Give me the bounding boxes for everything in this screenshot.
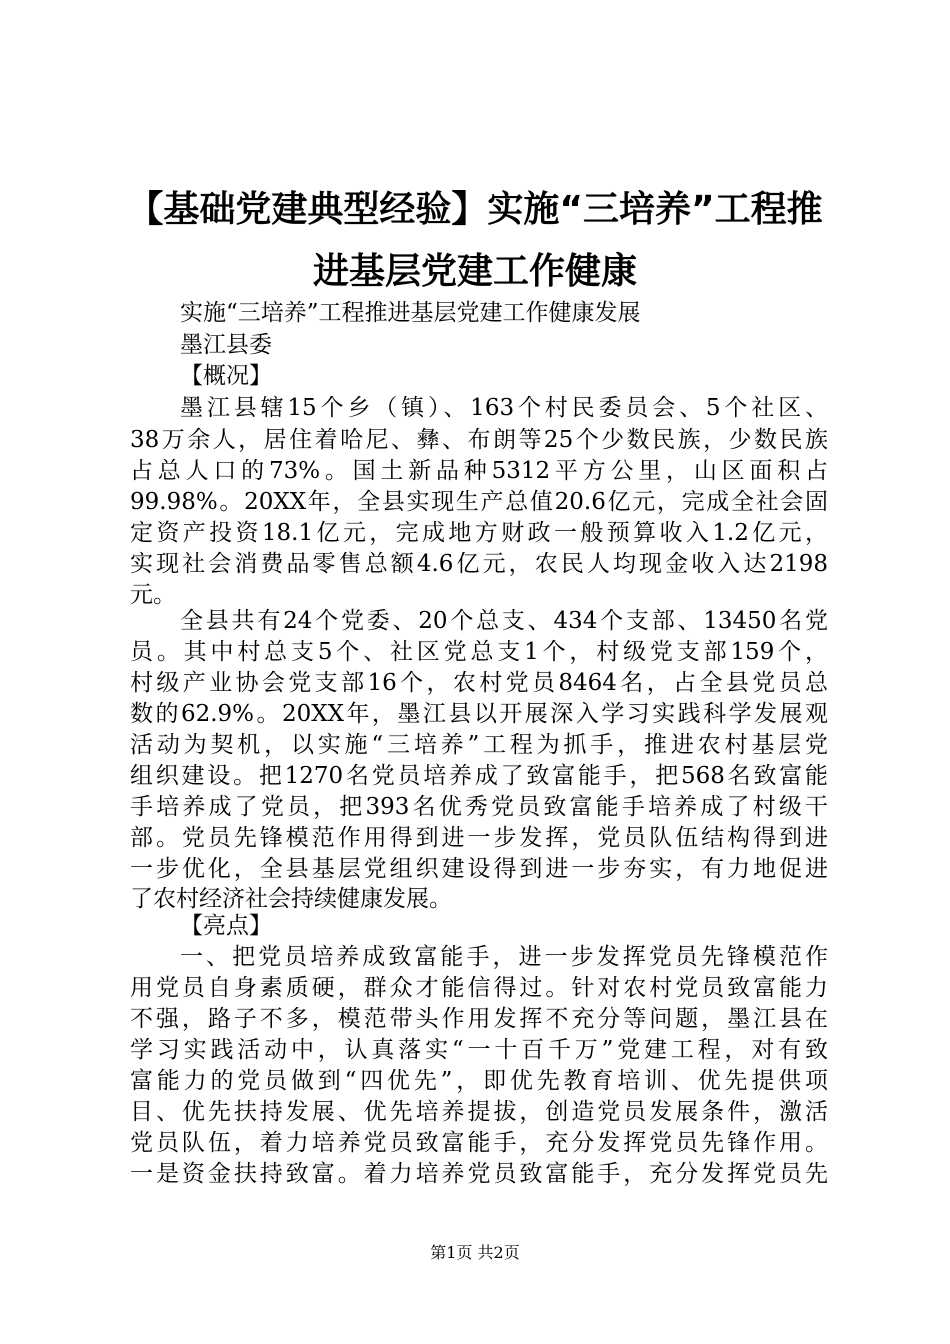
paragraph-line: 一是资金扶持致富。着力培养党员致富能手，充分发挥党员先 bbox=[130, 1161, 828, 1187]
document-title-line-2: 进基层党建工作健康 bbox=[312, 251, 637, 292]
paragraph-line: 定资产投资18.1亿元，完成地方财政一般预算收入1.2亿元， bbox=[130, 520, 828, 546]
paragraph-line: 活动为契机，以实施“三培养”工程为抓手，推进农村基层党 bbox=[130, 732, 828, 758]
paragraph-line: 99.98%。20XX年，全县实现生产总值20.6亿元，完成全社会固 bbox=[130, 489, 828, 515]
document-subtitle: 实施“三培养”工程推进基层党建工作健康发展 bbox=[180, 300, 641, 326]
paragraph-line: 一步优化，全县基层党组织建设得到进一步夯实，有力地促进 bbox=[130, 856, 828, 882]
paragraph-line: 全县共有24个党委、20个总支、434个支部、13450名党 bbox=[180, 608, 828, 634]
paragraph-line: 部。党员先锋模范作用得到进一步发挥，党员队伍结构得到进 bbox=[130, 825, 828, 851]
paragraph-line: 数的62.9%。20XX年，墨江县以开展深入学习实践科学发展观 bbox=[130, 701, 828, 727]
paragraph-line: 用党员自身素质硬，群众才能信得过。针对农村党员致富能力 bbox=[130, 975, 828, 1001]
document-title-line-1: 【基础党建典型经验】实施“三培养”工程推 bbox=[127, 189, 823, 230]
paragraph-line: 员。其中村总支5个、社区党总支1个，村级党支部159个， bbox=[130, 639, 828, 665]
paragraph-line: 富能力的党员做到“四优先”，即优先教育培训、优先提供项 bbox=[130, 1068, 828, 1094]
paragraph-line: 了农村经济社会持续健康发展。 bbox=[130, 886, 452, 912]
section-heading-highlights: 【亮点】 bbox=[180, 913, 272, 939]
paragraph-line: 元。 bbox=[130, 582, 176, 608]
paragraph-line: 组织建设。把1270名党员培养成了致富能手，把568名致富能 bbox=[130, 763, 828, 789]
page-number-footer: 第1页 共2页 bbox=[430, 1243, 520, 1262]
paragraph-line: 墨江县辖15个乡（镇）、163个村民委员会、5个社区、 bbox=[180, 395, 828, 421]
section-heading-overview: 【概况】 bbox=[180, 363, 272, 389]
paragraph-line: 村级产业协会党支部16个，农村党员8464名，占全县党员总 bbox=[130, 670, 828, 696]
paragraph-line: 实现社会消费品零售总额4.6亿元，农民人均现金收入达2198 bbox=[130, 551, 828, 577]
paragraph-line: 38万余人，居住着哈尼、彝、布朗等25个少数民族，少数民族 bbox=[130, 427, 828, 453]
paragraph-line: 学习实践活动中，认真落实“一十百千万”党建工程，对有致 bbox=[130, 1037, 828, 1063]
document-author: 墨江县委 bbox=[180, 332, 272, 358]
paragraph-line: 目、优先扶持发展、优先培养提拔，创造党员发展条件，激活 bbox=[130, 1099, 828, 1125]
paragraph-line: 一、把党员培养成致富能手，进一步发挥党员先锋模范作 bbox=[180, 944, 828, 970]
paragraph-line: 党员队伍，着力培养党员致富能手，充分发挥党员先锋作用。 bbox=[130, 1130, 828, 1156]
paragraph-line: 手培养成了党员，把393名优秀党员致富能手培养成了村级干 bbox=[130, 794, 828, 820]
paragraph-line: 占总人口的73%。国土新品种5312平方公里，山区面积占 bbox=[130, 458, 828, 484]
paragraph-line: 不强，路子不多，模范带头作用发挥不充分等问题，墨江县在 bbox=[130, 1006, 828, 1032]
